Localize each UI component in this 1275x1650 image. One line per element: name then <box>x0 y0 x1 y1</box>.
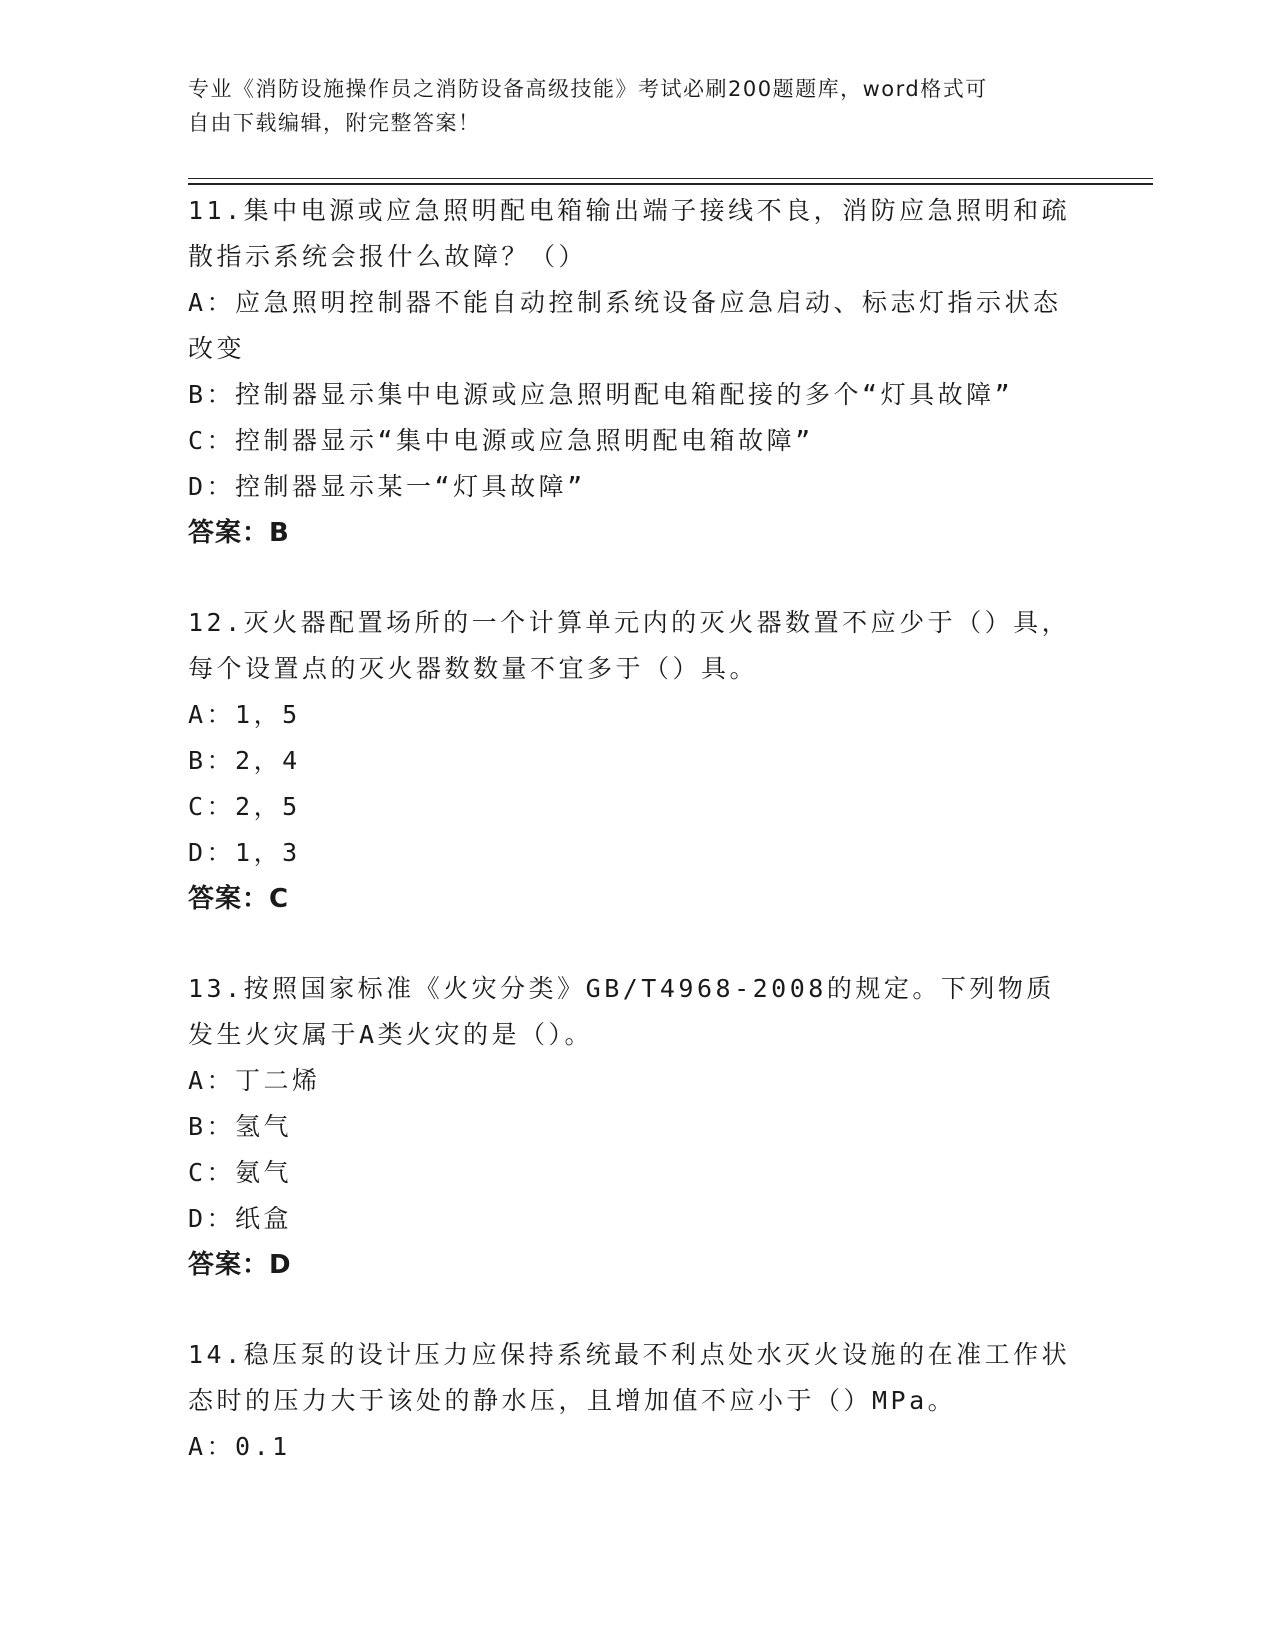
header-line-2: 自由下载编辑，附完整答案！ <box>188 111 481 135</box>
question-13 <box>188 966 1088 1288</box>
option-a: A：丁二烯 <box>188 1066 321 1095</box>
question-14 <box>188 1332 1088 1470</box>
option-b: B：2，4 <box>188 746 301 775</box>
header-line-1: 专业《消防设施操作员之消防设备高级技能》考试必刷200题题库，word格式可 <box>188 77 988 101</box>
question-list <box>188 188 1088 1514</box>
option-b: B：氢气 <box>188 1112 293 1141</box>
option-a: A：1，5 <box>188 700 301 729</box>
option-a: A：应急照明控制器不能自动控制系统设备应急启动、标志灯指示状态改变 <box>188 288 1062 363</box>
option-c: C：氨气 <box>188 1158 293 1187</box>
header-divider-thick <box>188 183 1153 185</box>
answer: 答案：C <box>188 884 290 914</box>
question-text: 12.灭火器配置场所的一个计算单元内的灭火器数置不应少于（）具，每个设置点的灭火器数数量不宜多于（）具。 <box>188 608 1071 683</box>
document-header <box>188 72 1068 140</box>
question-text: 14.稳压泵的设计压力应保持系统最不利点处水灭火设施的在准工作状态时的压力大于该处的静水压，且增加值不应小于（）MPa。 <box>188 1340 1071 1415</box>
option-d: D：1，3 <box>188 838 301 867</box>
option-c: C：2，5 <box>188 792 301 821</box>
answer: 答案：B <box>188 518 290 548</box>
question-text: 13.按照国家标准《火灾分类》GB/T4968-2008的规定。下列物质发生火灾属于A类火灾的是（）。 <box>188 974 1055 1049</box>
option-d: D：控制器显示某一“灯具故障” <box>188 472 586 501</box>
question-text: 11.集中电源或应急照明配电箱输出端子接线不良，消防应急照明和疏散指示系统会报什么故障？（） <box>188 196 1071 271</box>
option-b: B：控制器显示集中电源或应急照明配电箱配接的多个“灯具故障” <box>188 380 1014 409</box>
option-c: C：控制器显示“集中电源或应急照明配电箱故障” <box>188 426 814 455</box>
answer: 答案：D <box>188 1250 292 1280</box>
header-divider-thin <box>188 178 1153 179</box>
option-d: D：纸盒 <box>188 1204 293 1233</box>
question-11 <box>188 188 1088 556</box>
option-a: A：0.1 <box>188 1432 291 1461</box>
question-12 <box>188 600 1088 922</box>
